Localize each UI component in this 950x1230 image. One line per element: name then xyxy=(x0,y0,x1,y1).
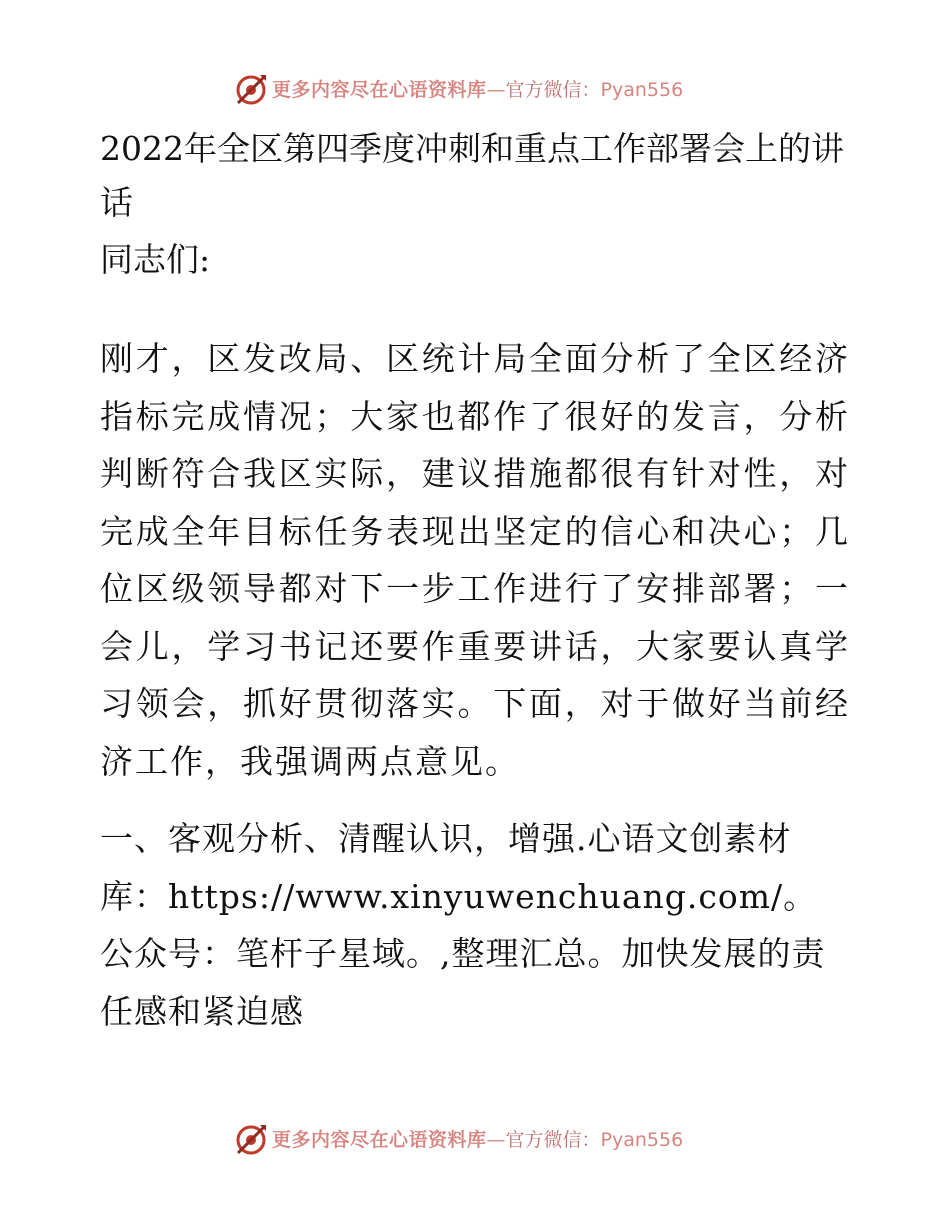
document-title: 2022年全区第四季度冲刺和重点工作部署会上的讲话 xyxy=(100,129,844,222)
header-banner xyxy=(0,70,950,110)
logo-icon xyxy=(234,1123,268,1157)
banner-site-text: 更多内容尽在心语资料库 xyxy=(272,79,487,101)
banner-text xyxy=(272,1128,683,1152)
banner-wechat-label: 官方微信： xyxy=(505,1129,601,1151)
banner-wechat-id: Pyan556 xyxy=(600,79,684,101)
banner-site-text: 更多内容尽在心语资料库 xyxy=(272,1129,487,1151)
banner-wechat-id: Pyan556 xyxy=(600,1129,684,1151)
section-heading: 一、客观分析、清醒认识，增强.心语文创素材库：https://www.xinyuwenchuang.com/。公众号：笔杆子星域。,整理汇总。加快发展的责任感和紧迫感 xyxy=(100,819,826,1031)
banner-dash: — xyxy=(486,1129,506,1151)
logo-icon xyxy=(234,73,268,107)
banner-text xyxy=(272,78,683,102)
paragraph: 刚才，区发改局、区统计局全面分析了全区经济指标完成情况；大家也都作了很好的发言，分析判断符合我区实际，建议措施都很有针对性，对完成全年目标任务表现出坚定的信心和决心；几位区级领导都对下一步工作进行了安排部署；一会儿，学习书记还要作重要讲话，大家要认真学习领会，抓好贯彻落实。下面，对于做好当前经济工作，我强调两点意见。 xyxy=(100,339,850,781)
banner-wechat-label: 官方微信： xyxy=(505,79,601,101)
footer-banner xyxy=(0,1120,950,1160)
greeting: 同志们: xyxy=(100,240,211,279)
banner-dash: — xyxy=(486,79,506,101)
